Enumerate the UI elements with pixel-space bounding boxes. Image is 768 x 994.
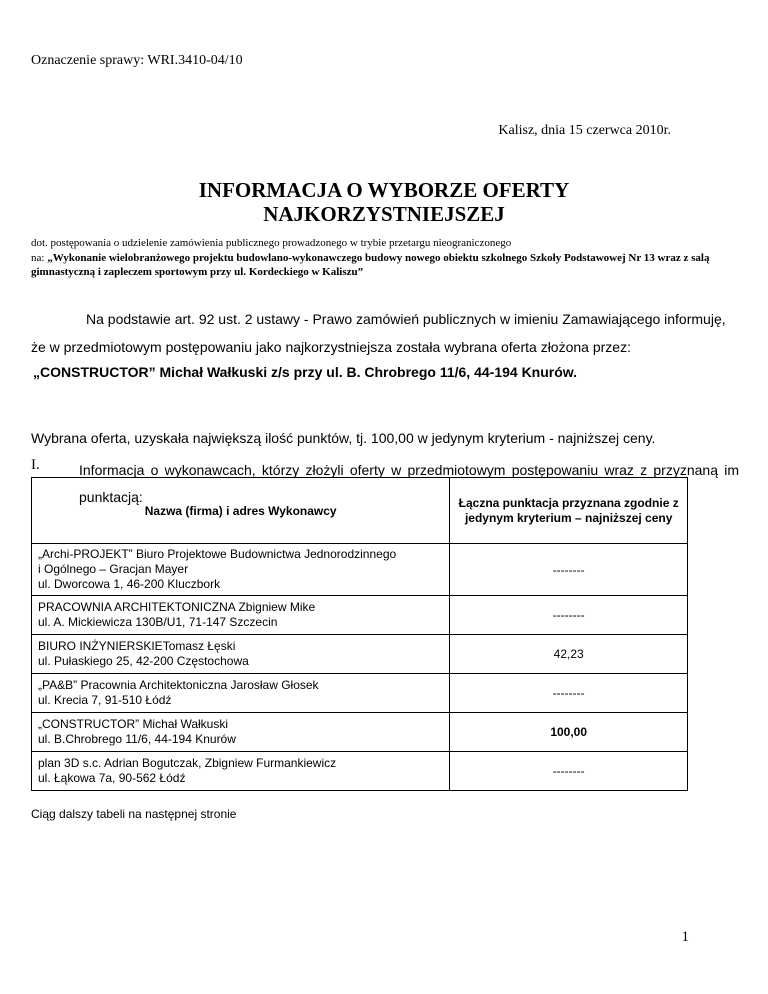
table-row — [32, 544, 688, 596]
page-number: 1 — [681, 929, 689, 945]
points-cell: -------- — [450, 674, 688, 713]
document-title — [0, 178, 768, 226]
points-cell: -------- — [450, 596, 688, 635]
points-cell: 100,00 — [450, 713, 688, 752]
bidder-address: ul. Dworcowa 1, 46-200 Kluczbork — [38, 577, 221, 591]
points-cell: -------- — [450, 544, 688, 596]
bidder-address: ul. A. Mickiewicza 130B/U1, 71-147 Szczecin — [38, 615, 278, 629]
bidder-name: „Archi-PROJEKT” Biuro Projektowe Budownictwa Jednorodzinnego — [38, 547, 397, 561]
column-header-points: Łączna punktacja przyznana zgodnie z jedynym kryterium – najniższej ceny — [450, 478, 688, 544]
table-row — [32, 713, 688, 752]
place-date: Kalisz, dnia 15 czerwca 2010r. — [498, 123, 671, 138]
bidder-name: PRACOWNIA ARCHITEKTONICZNA Zbigniew Mike — [38, 600, 316, 614]
paragraph-line-2: że w przedmiotowym postępowaniu jako najkorzystniejsza została wybrana oferta złożona przez: — [31, 339, 631, 355]
table-row — [32, 674, 688, 713]
paragraph-line-1: Na podstawie art. 92 ust. 2 ustawy - Prawo zamówień publicznych w imieniu Zamawiającego informuję, — [86, 311, 726, 327]
points-info: Wybrana oferta, uzyskała największą ilość punktów, tj. 100,00 w jedynym kryterium - najniższej ceny. — [31, 430, 656, 446]
points-cell: -------- — [450, 752, 688, 791]
bidder-cell — [32, 752, 450, 791]
offers-table — [31, 477, 688, 791]
subject-line-1: dot. postępowania o udzielenie zamówienia publicznego prowadzonego w trybie przetargu nieograniczonego — [31, 237, 512, 249]
bidder-address: ul. Pułaskiego 25, 42-200 Częstochowa — [38, 654, 249, 668]
bidder-cell — [32, 635, 450, 674]
section-number: I. — [31, 457, 40, 473]
table-header-row — [32, 478, 688, 544]
section-text: Informacja o wykonawcach, którzy złożyli oferty w przedmiotowym postępowaniu wraz z przyznaną im punktacją: — [79, 462, 739, 505]
case-reference: Oznaczenie sprawy: WRI.3410-04/10 — [31, 53, 243, 68]
bidder-cell — [32, 674, 450, 713]
bidder-address: ul. B.Chrobrego 11/6, 44-194 Knurów — [38, 732, 236, 746]
points-cell: 42,23 — [450, 635, 688, 674]
subject-prefix: na: — [31, 252, 48, 264]
title-line-2: NAJKORZYSTNIEJSZEJ — [263, 202, 505, 226]
bidder-name: „CONSTRUCTOR” Michał Wałkuski — [38, 717, 229, 731]
bidder-address: ul. Łąkowa 7a, 90-562 Łódź — [38, 771, 186, 785]
bidder-address: ul. Krecia 7, 91-510 Łódź — [38, 693, 172, 707]
bidder-name: plan 3D s.c. Adrian Bogutczak, Zbigniew Furmankiewicz — [38, 756, 337, 770]
bidder-cell — [32, 544, 450, 596]
continued-note: Ciąg dalszy tabeli na następnej stronie — [31, 807, 237, 821]
winning-bidder: „CONSTRUCTOR” Michał Wałkuski z/s przy ul. B. Chrobrego 11/6, 44-194 Knurów. — [33, 364, 578, 380]
bidder-name: „PA&B” Pracownia Architektoniczna Jarosław Głosek — [38, 678, 319, 692]
subject-title — [31, 251, 731, 279]
bidder-cell — [32, 596, 450, 635]
bidder-name-cont: i Ogólnego – Gracjan Mayer — [38, 562, 189, 576]
bidder-name: BIURO INŻYNIERSKIETomasz Łęski — [38, 639, 236, 653]
table-row — [32, 596, 688, 635]
table-row — [32, 635, 688, 674]
table-row — [32, 752, 688, 791]
legal-basis-paragraph — [31, 305, 741, 361]
title-line-1: INFORMACJA O WYBORZE OFERTY — [198, 178, 570, 202]
column-header-name: Nazwa (firma) i adres Wykonawcy — [32, 478, 450, 544]
subject-text: „Wykonanie wielobranżowego projektu budowlano-wykonawczego budowy nowego obiektu szkolnego Szkoły Podstawowej Nr 13 wraz z salą gimnastyczną i zapleczem sportowym przy ul. Kordeckiego w Kaliszu” — [31, 252, 710, 278]
bidder-cell — [32, 713, 450, 752]
